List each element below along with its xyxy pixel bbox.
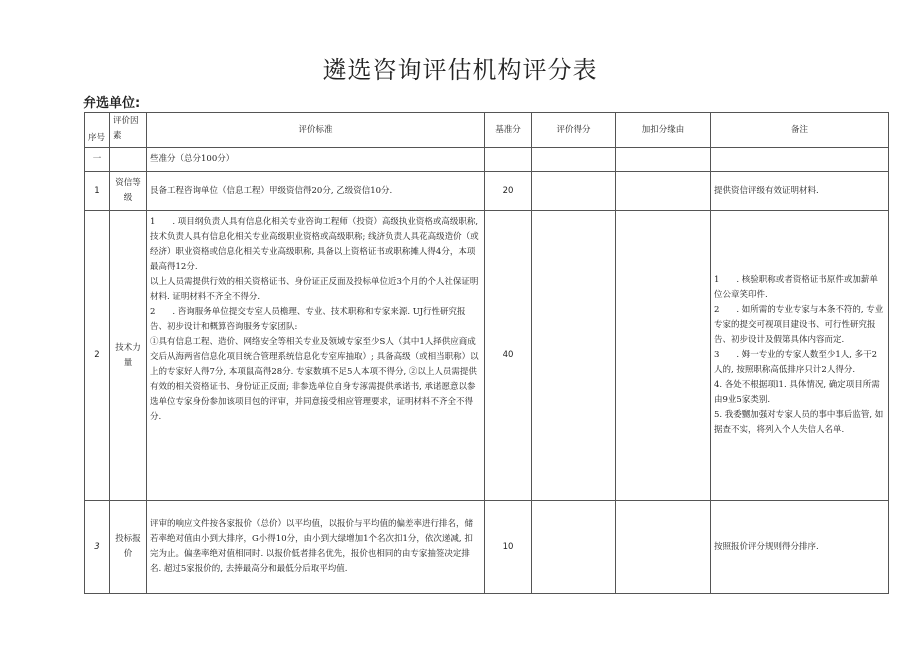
note-text: 2 . 如所需的专业专家与本条不符的, 专业专家的提交可视项目建设书、可行性研究报告、初步设计及假第具体内容而定. [714, 305, 884, 345]
criteria-text: 2 . 咨询服务单位提交专室人员檐理、专业、技术职称和专家来源. UJ行性研究报告、初步设计和概算咨询服务专家团队: [150, 307, 466, 332]
row-base-score: 20 [485, 172, 532, 211]
header-adjustment-reason: 加扣分缘由 [616, 113, 711, 148]
note-text: 按照报价评分规则得分排序. [714, 541, 819, 552]
subtotal-reason [616, 148, 711, 172]
header-note: 备注 [711, 113, 889, 148]
subtotal-base [485, 148, 532, 172]
subtotal-note [711, 148, 889, 172]
criteria-text: 评审的响应文件按各家报价（总价）以平均值，以报价与平均值的偏差率进行排名，储若率绝对值由小到大排序，G小得10分，由小到大绿增加1个名次扣1分，依次递减, 扣完为止。偏垄率绝对值相同时. 以报价低者排名优先，报价也相同的由专家抽签决定排名. 超过5家报价的, 去捧最高分和最低分后取平均值. [150, 519, 474, 574]
header-criteria: 评价标准 [147, 113, 485, 148]
row-note [711, 172, 889, 211]
row-base-score: 40 [485, 211, 532, 501]
table-row [85, 501, 889, 594]
row-factor: 技术力量 [110, 211, 147, 501]
row-base-score: 10 [485, 501, 532, 594]
note-text: 3 . 姆一专业的专家人数至少1人, 多干2人的, 按照职称高低排序只计2人得分. [714, 350, 878, 375]
note-text: 4. 各处不根据项l1. 具体情况, 确定项目所需由9业5家类别. [714, 380, 880, 405]
note-text: 1 . 核验职称或者资格证书原件或加薪单位公章笑印件. [714, 275, 878, 300]
row-adjustment-reason [616, 211, 711, 501]
row-criteria [147, 501, 485, 594]
table-header-row [85, 113, 889, 148]
page-title: 遴选咨询评估机构评分表 [322, 56, 598, 84]
header-evaluation-score: 评价得分 [532, 113, 616, 148]
selection-unit-label: 弁选单位: [83, 96, 141, 111]
scoring-table [84, 112, 889, 594]
criteria-text: ①具有信息工程、造价、网络安全等相关专业及领域专家至少S人（其中1人择供应商成交后从海两省信息化项目统合管理系统信息化专室库抽取）; 具备高级（或相当职称）以上的专家好人得7分, 本项鼠高得28分. 专家数填不足5人本项不得分, ②以上人员需提供有效的相关资格证书、身份证正反面; 非参选单位自身专涿需提供承诺书, 承诺愿意以参选单位专家身份参加该项目包的评审，并同意接受相应管理要求，证明材料不齐全不得分. [150, 337, 479, 422]
subtotal-row [85, 148, 889, 172]
row-note [711, 501, 889, 594]
row-criteria [147, 172, 485, 211]
header-seq: 序号 [85, 113, 110, 148]
subtotal-factor [110, 148, 147, 172]
row-evaluation-score [532, 172, 616, 211]
criteria-text: 艮备工程咨询单位（信息工程）甲级资信得20分, 乙级资信10分. [150, 185, 393, 196]
note-text: 5. 我委嬲加强对专家人员的事中事后监管, 如据查不实，将列入个人失信人名单. [714, 410, 884, 435]
criteria-text: 以上人员需提供行效的相关资格证书、身份证正反面及投标单位近3个月的个人社保证明材料. 证明材料不齐全不得分. [150, 277, 479, 302]
row-seq: 1 [85, 172, 110, 211]
row-evaluation-score [532, 501, 616, 594]
row-seq: 2 [85, 211, 110, 501]
subtotal-score [532, 148, 616, 172]
row-factor: 投标报价 [110, 501, 147, 594]
header-base-score: 基准分 [485, 113, 532, 148]
criteria-text: 1 . 项目纲负责人具有信息化相关专业咨询工程师（投资）高级执业资格或高级职称, 技术负责人具有信息化相关专业高级职业资格或高级职称; 线济负责人具花高级造价（或经济）职业资格或信息化相关专业高级职称, 具备以上资格证书或职称摊人得4分，本项最高得12分. [150, 217, 479, 272]
header-factor: 评价因素 [110, 113, 147, 148]
row-criteria [147, 211, 485, 501]
row-factor: 资信等级 [110, 172, 147, 211]
row-seq: 3 [85, 501, 110, 594]
row-adjustment-reason [616, 172, 711, 211]
table-row [85, 172, 889, 211]
note-text: 提供资信评级有效证明材料. [714, 185, 819, 196]
table-row [85, 211, 889, 501]
row-note [711, 211, 889, 501]
row-evaluation-score [532, 211, 616, 501]
subtotal-seq: 一 [85, 148, 110, 172]
row-adjustment-reason [616, 501, 711, 594]
subtotal-criteria: 些准分（总分100分） [147, 148, 485, 172]
